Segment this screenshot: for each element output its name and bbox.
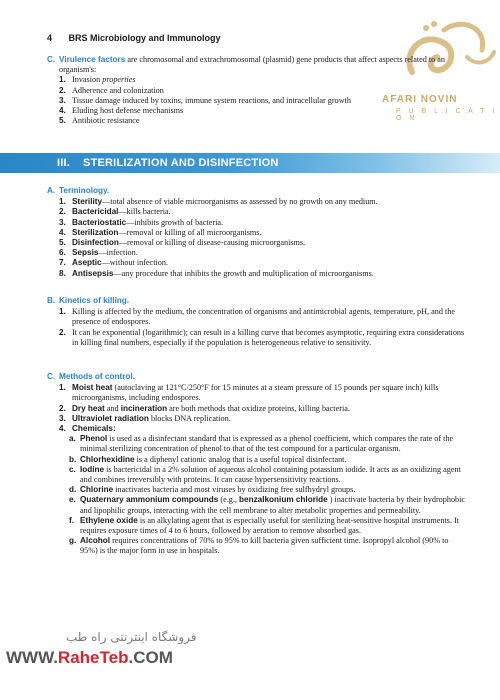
list-item: 2. Adherence and colonization xyxy=(59,85,164,95)
list-item: 1. Moist heat (autoclaving at 121°C/250°F for 15 minutes at a steam pressure of 15 pounds per square inch) kills microorganisms, including endospores. xyxy=(59,383,439,403)
methods-section xyxy=(47,372,467,557)
list-item: 1. Invasion properties xyxy=(59,75,136,85)
list-item: 7. Aseptic—without infection. xyxy=(59,258,168,268)
terminology-list xyxy=(59,197,467,279)
kinetics-section xyxy=(47,296,467,348)
publisher-name: AFARI NOVIN xyxy=(382,94,458,105)
list-item: 5. Antibiotic resistance xyxy=(59,116,140,126)
list-item: 2. Dry heat and incineration are both methods that oxidize proteins, killing bacteria. xyxy=(59,403,350,413)
subsection-heading: B. Kinetics of killing. xyxy=(47,296,130,305)
terminology-section xyxy=(47,186,467,279)
list-item: e. Quaternary ammonium compounds (e.g., benzalkonium chloride ) inactivate bacteria by their hydrophobic and lipophilic groups, interacting with the cell membrane to alter metabolic properties and permeability. xyxy=(69,495,466,515)
list-item: 3. Ultraviolet radiation blocks DNA replication. xyxy=(59,413,231,423)
book-title: BRS Microbiology and Immunology xyxy=(68,33,221,43)
section-letter: C. xyxy=(47,55,56,64)
store-url[interactable]: WWW.RaheTeb.COM xyxy=(6,648,173,667)
list-item: d. Chlorine inactivates bacteria and most viruses by oxidizing free sulfhydryl groups. xyxy=(69,485,356,495)
list-item: 1. Sterility—total absence of viable microorganisms as assessed by no growth on any medium. xyxy=(59,197,378,207)
kinetics-list xyxy=(59,307,467,348)
publisher-subtitle: P U B L I C A T I O N xyxy=(396,108,498,122)
list-item: b. Chlorhexidine is a diphenyl cationic analog that is a useful topical disinfectant. xyxy=(69,454,347,464)
running-header xyxy=(47,33,221,43)
subsection-heading: A. Terminology. xyxy=(47,186,110,195)
banner-title: III. STERILIZATION AND DISINFECTION xyxy=(57,157,279,169)
list-item: 5. Disinfection—removal or killing of disease-causing microorganisms. xyxy=(59,238,306,248)
virulence-list xyxy=(59,75,467,126)
page-number: 4 xyxy=(47,33,53,43)
store-watermark xyxy=(6,630,236,690)
store-name: فروشگاه اینترنتی راه طب xyxy=(66,630,197,644)
list-item: f. Ethylene oxide is an alkylating agent that is especially useful for sterilizing heat-sensitive hospital instruments. It requires exposure times of 4 to 6 hours, followed by aeration to remove absorbed gas. xyxy=(69,515,460,536)
list-item: 4. Chemicals: xyxy=(59,424,116,434)
virulence-lead xyxy=(59,55,467,75)
list-item: 8. Antisepsis—any procedure that inhibits the growth and multiplication of microorganisms. xyxy=(59,268,374,278)
list-item: a. Phenol is used as a disinfectant standard that is expressed as a phenol coefficient, which compares the rate of the minimal sterilizing concentration of phenol to that of the test compound for a particular organism. xyxy=(69,434,454,454)
list-item: 3. Tissue damage induced by toxins, immune system reactions, and intracellular growth xyxy=(59,95,351,105)
chemicals-list xyxy=(69,434,467,556)
list-item: 4. Sterilization—removal or killing of all microorganisms. xyxy=(59,227,262,237)
list-item: 1. Killing is affected by the medium, the concentration of organisms and antimicrobial agents, temperature, pH, and the presence of endospores. xyxy=(59,307,456,327)
list-item: 4. Eluding host defense mechanisms xyxy=(59,106,184,116)
methods-list xyxy=(59,383,467,434)
chapter-banner xyxy=(0,153,500,173)
virulence-keyword: Virulence factors xyxy=(59,55,126,64)
list-item: g. Alcohol requires concentrations of 70% to 95% to kill bacteria given sufficient time. Isopropyl alcohol (90% to 95%) is the major form in use in hospitals. xyxy=(69,536,449,556)
virulence-text: are chromosomal and extrachromosomal (plasmid) gene products that affect aspects related to an organism's: xyxy=(59,55,446,75)
list-item: c. Iodine is bactericidal in a 2% solution of aqueous alcohol containing potassium iodide. It acts as an oxidizing agent and combines irreversibly with proteins. It can cause hypersensitivity reactions. xyxy=(69,464,461,485)
virulence-section xyxy=(47,51,467,126)
list-item: 6. Sepsis—infection. xyxy=(59,248,138,258)
list-item: 3. Bacteriostatic—inhibits growth of bacteria. xyxy=(59,217,224,227)
subsection-heading: C. Methods of control. xyxy=(47,372,135,381)
list-item: 2. Bactericidal—kills bacteria. xyxy=(59,207,171,217)
list-item: 2. It can be exponential (logarithmic); can result in a killing curve that becomes asymptotic, requiring extra considerations in killing final numbers, especially if the population is heterogeneous relative to sensitivity. xyxy=(59,327,465,347)
